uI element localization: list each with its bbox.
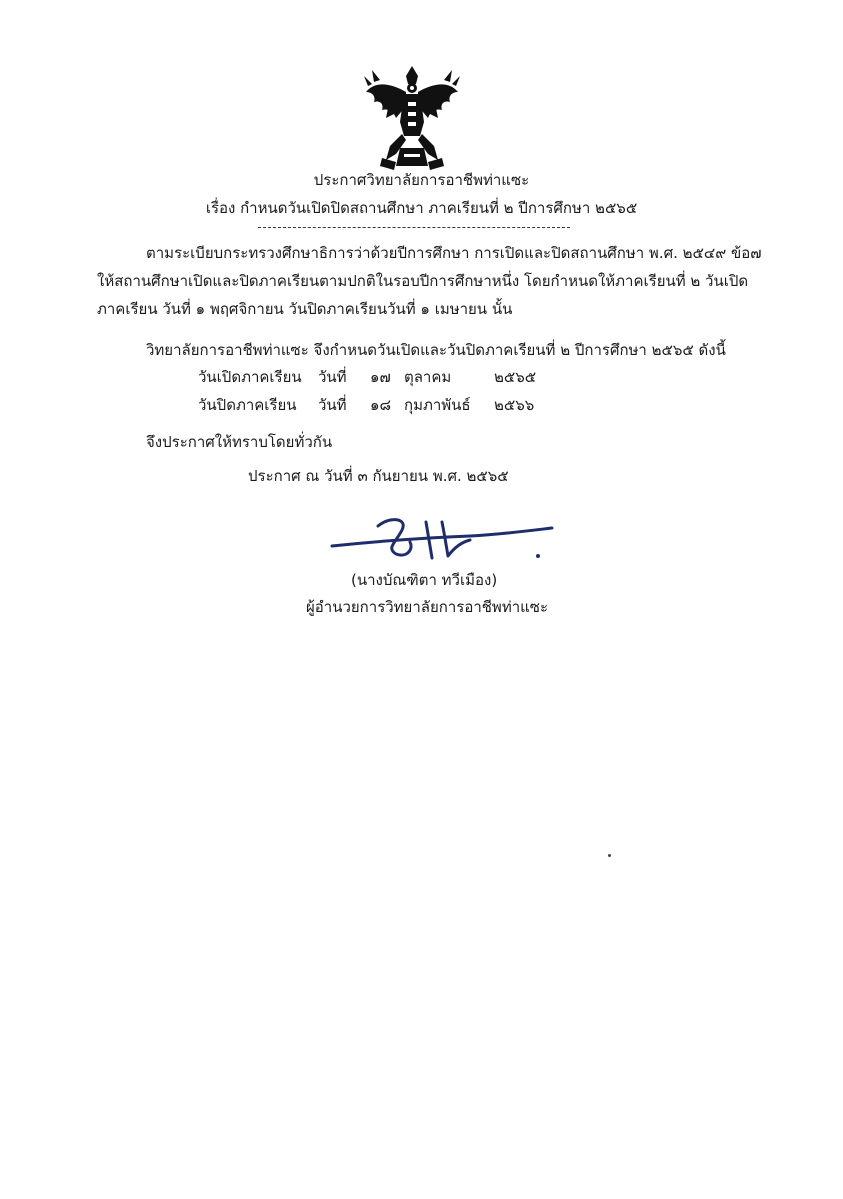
announcement-subject: เรื่อง กำหนดวันเปิดปิดสถานศึกษา ภาคเรียนที่ ๒ ปีการศึกษา ๒๕๖๕ [205,199,638,217]
close-term-year: ๒๕๖๖ [494,396,535,414]
announcement-date: ประกาศ ณ วันที่ ๓ กันยายน พ.ศ. ๒๕๖๕ [248,467,509,485]
separator-line [258,227,570,228]
paragraph-1-line-1: ตามระเบียบกระทรวงศึกษาธิการว่าด้วยปีการศึกษา การเปิดและปิดสถานศึกษา พ.ศ. ๒๕๔๙ ข้อ๗ [146,244,762,262]
paragraph-1-line-2: ให้สถานศึกษาเปิดและปิดภาคเรียนตามปกติในรอบปีการศึกษาหนึ่ง โดยกำหนดให้ภาคเรียนที่ ๒ วันเปิด [97,272,749,290]
paragraph-1-line-3: ภาคเรียน วันที่ ๑ พฤศจิกายน วันปิดภาคเรียนวันที่ ๑ เมษายน นั้น [97,300,513,318]
close-term-month: กุมภาพันธ์ [404,396,471,414]
open-term-day: ๑๗ [370,368,391,386]
signatory-position: ผู้อำนวยการวิทยาลัยการอาชีพท่าแซะ [306,598,549,616]
signatory-name: (นางบัณฑิตา ทวีเมือง) [351,571,498,589]
handwritten-signature [330,508,560,568]
announcement-title: ประกาศวิทยาลัยการอาชีพท่าแซะ [313,171,530,189]
scan-speck [608,854,611,857]
announce-statement: จึงประกาศให้ทราบโดยทั่วกัน [146,433,333,451]
open-term-label: วันเปิดภาคเรียน [198,368,302,386]
open-term-month: ตุลาคม [404,368,452,386]
garuda-emblem [362,62,462,172]
close-term-label: วันปิดภาคเรียน [198,396,297,414]
open-term-day-label: วันที่ [318,368,347,386]
open-term-year: ๒๕๖๕ [494,368,537,386]
close-term-day-label: วันที่ [318,396,347,414]
paragraph-2: วิทยาลัยการอาชีพท่าแซะ จึงกำหนดวันเปิดและวันปิดภาคเรียนที่ ๒ ปีการศึกษา ๒๕๖๕ ดังนี้ [146,341,726,359]
close-term-day: ๑๘ [370,396,392,414]
